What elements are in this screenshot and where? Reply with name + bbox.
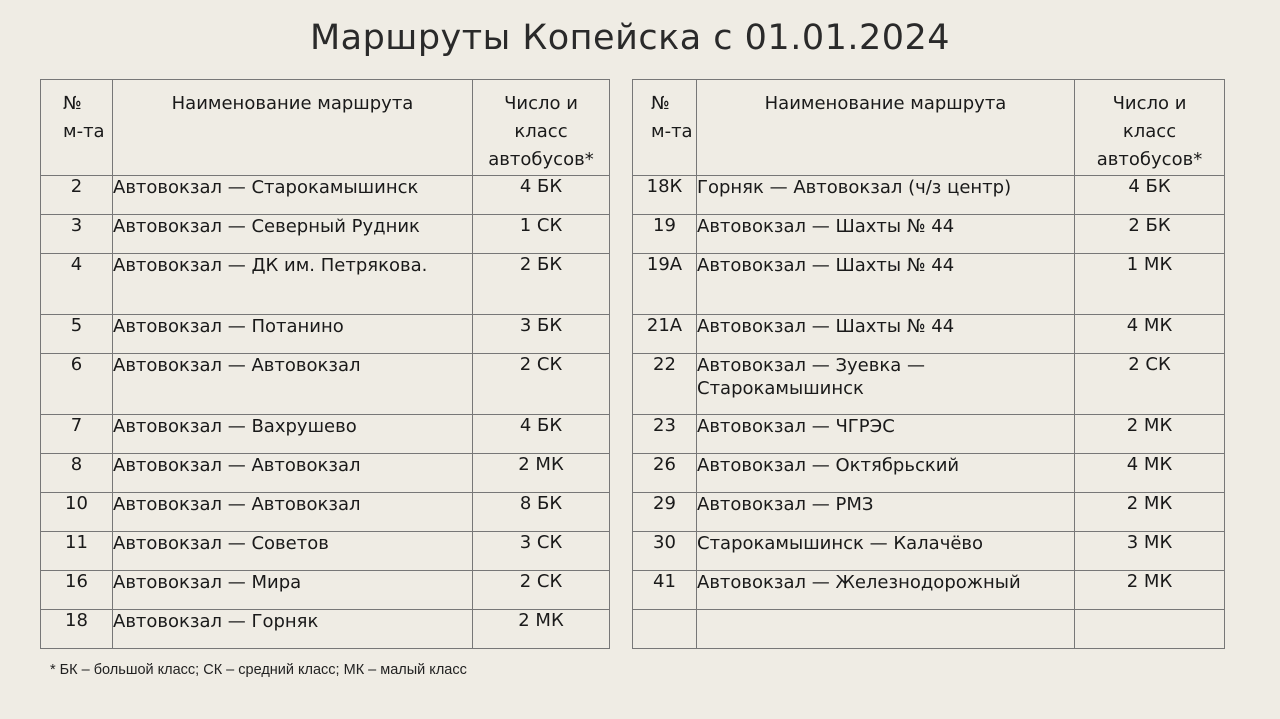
route-number: 22	[633, 354, 697, 415]
header-bus-line2: класс	[514, 121, 568, 142]
route-number: 10	[41, 493, 113, 532]
route-number: 16	[41, 571, 113, 610]
table-header-row	[633, 80, 1225, 176]
route-number	[633, 610, 697, 649]
table-row	[633, 571, 1225, 610]
route-name: Старокамышинск — Калачёво	[697, 532, 1075, 571]
table-row	[41, 493, 610, 532]
header-bus-line3: автобусов*	[488, 149, 594, 170]
bus-count	[1075, 610, 1225, 649]
route-number: 18К	[633, 176, 697, 215]
bus-count: 4 БК	[473, 176, 610, 215]
header-route-name: Наименование маршрута	[113, 80, 473, 176]
route-name: Автовокзал — Зуевка — Старокамышинск	[697, 354, 1075, 415]
route-number: 30	[633, 532, 697, 571]
bus-count: 4 МК	[1075, 454, 1225, 493]
route-name: Автовокзал — Северный Рудник	[113, 215, 473, 254]
route-name: Автовокзал — Шахты № 44	[697, 215, 1075, 254]
header-route-number	[633, 80, 697, 176]
route-name: Автовокзал — Потанино	[113, 315, 473, 354]
route-number: 5	[41, 315, 113, 354]
route-name: Автовокзал — Октябрьский	[697, 454, 1075, 493]
header-bus-line2: класс	[1122, 121, 1177, 142]
route-name: Автовокзал — Старокамышинск	[113, 176, 473, 215]
route-name: Автовокзал — Советов	[113, 532, 473, 571]
bus-count: 2 СК	[473, 354, 610, 415]
route-number: 26	[633, 454, 697, 493]
route-name: Автовокзал — ДК им. Петрякова.	[113, 254, 473, 315]
header-num-line1: №	[651, 93, 670, 114]
bus-count: 1 СК	[473, 215, 610, 254]
table-row	[633, 215, 1225, 254]
bus-count: 2 МК	[1075, 415, 1225, 454]
route-number: 21А	[633, 315, 697, 354]
route-name: Автовокзал — Горняк	[113, 610, 473, 649]
header-num-line2: м-та	[651, 121, 693, 142]
bus-count: 2 СК	[1075, 354, 1225, 415]
routes-table-right	[632, 79, 1225, 649]
table-row	[41, 176, 610, 215]
route-name: Автовокзал — ЧГРЭС	[697, 415, 1075, 454]
table-row	[633, 315, 1225, 354]
route-name: Автовокзал — Автовокзал	[113, 354, 473, 415]
route-number: 2	[41, 176, 113, 215]
route-name: Автовокзал — Шахты № 44	[697, 315, 1075, 354]
route-number: 41	[633, 571, 697, 610]
table-row	[41, 610, 610, 649]
route-name: Автовокзал — Железнодорожный	[697, 571, 1075, 610]
table-row	[41, 254, 610, 315]
bus-count: 4 МК	[1075, 315, 1225, 354]
header-bus-line1: Число и	[1112, 93, 1187, 114]
table-row	[41, 454, 610, 493]
bus-count: 4 БК	[473, 415, 610, 454]
table-row	[633, 454, 1225, 493]
table-row	[41, 354, 610, 415]
routes-table-left	[40, 79, 610, 649]
bus-count: 2 БК	[473, 254, 610, 315]
table-row	[41, 315, 610, 354]
bus-count: 8 БК	[473, 493, 610, 532]
route-name: Автовокзал — Автовокзал	[113, 454, 473, 493]
route-name: Автовокзал — Вахрушево	[113, 415, 473, 454]
bus-count: 3 МК	[1075, 532, 1225, 571]
route-number: 29	[633, 493, 697, 532]
route-number: 19А	[633, 254, 697, 315]
bus-count: 1 МК	[1075, 254, 1225, 315]
route-number: 19	[633, 215, 697, 254]
route-name: Автовокзал — РМЗ	[697, 493, 1075, 532]
header-bus-line1: Число и	[504, 93, 578, 114]
table-row	[633, 493, 1225, 532]
header-bus-line3: автобусов*	[1096, 149, 1203, 170]
header-route-number	[41, 80, 113, 176]
route-number: 23	[633, 415, 697, 454]
header-route-name: Наименование маршрута	[697, 80, 1075, 176]
table-header-row	[41, 80, 610, 176]
route-number: 18	[41, 610, 113, 649]
bus-count: 3 БК	[473, 315, 610, 354]
header-bus-count	[473, 80, 610, 176]
table-row	[633, 354, 1225, 415]
header-num-line1: №	[63, 93, 82, 114]
table-row	[41, 215, 610, 254]
header-num-line2: м-та	[63, 121, 105, 142]
route-number: 6	[41, 354, 113, 415]
route-name: Горняк — Автовокзал (ч/з центр)	[697, 176, 1075, 215]
route-number: 3	[41, 215, 113, 254]
table-row	[633, 415, 1225, 454]
table-row	[633, 610, 1225, 649]
bus-count: 2 МК	[1075, 571, 1225, 610]
footnote: * БК – большой класс; СК – средний класс; МК – малый класс	[50, 662, 467, 678]
table-row	[633, 532, 1225, 571]
page-title: Маршруты Копейска с 01.01.2024	[309, 18, 951, 58]
table-row	[41, 415, 610, 454]
table-row	[41, 571, 610, 610]
table-row	[41, 532, 610, 571]
route-name: Автовокзал — Автовокзал	[113, 493, 473, 532]
route-name	[697, 610, 1075, 649]
routes-table-left-body	[41, 176, 610, 649]
table-row	[633, 254, 1225, 315]
header-bus-count	[1075, 80, 1225, 176]
bus-count: 4 БК	[1075, 176, 1225, 215]
route-name: Автовокзал — Мира	[113, 571, 473, 610]
bus-count: 2 СК	[473, 571, 610, 610]
bus-count: 2 МК	[473, 454, 610, 493]
route-number: 8	[41, 454, 113, 493]
bus-count: 2 БК	[1075, 215, 1225, 254]
bus-count: 3 СК	[473, 532, 610, 571]
table-row	[633, 176, 1225, 215]
routes-table-right-body	[633, 176, 1225, 649]
bus-count: 2 МК	[1075, 493, 1225, 532]
route-number: 11	[41, 532, 113, 571]
bus-count: 2 МК	[473, 610, 610, 649]
route-number: 7	[41, 415, 113, 454]
route-number: 4	[41, 254, 113, 315]
route-name: Автовокзал — Шахты № 44	[697, 254, 1075, 315]
